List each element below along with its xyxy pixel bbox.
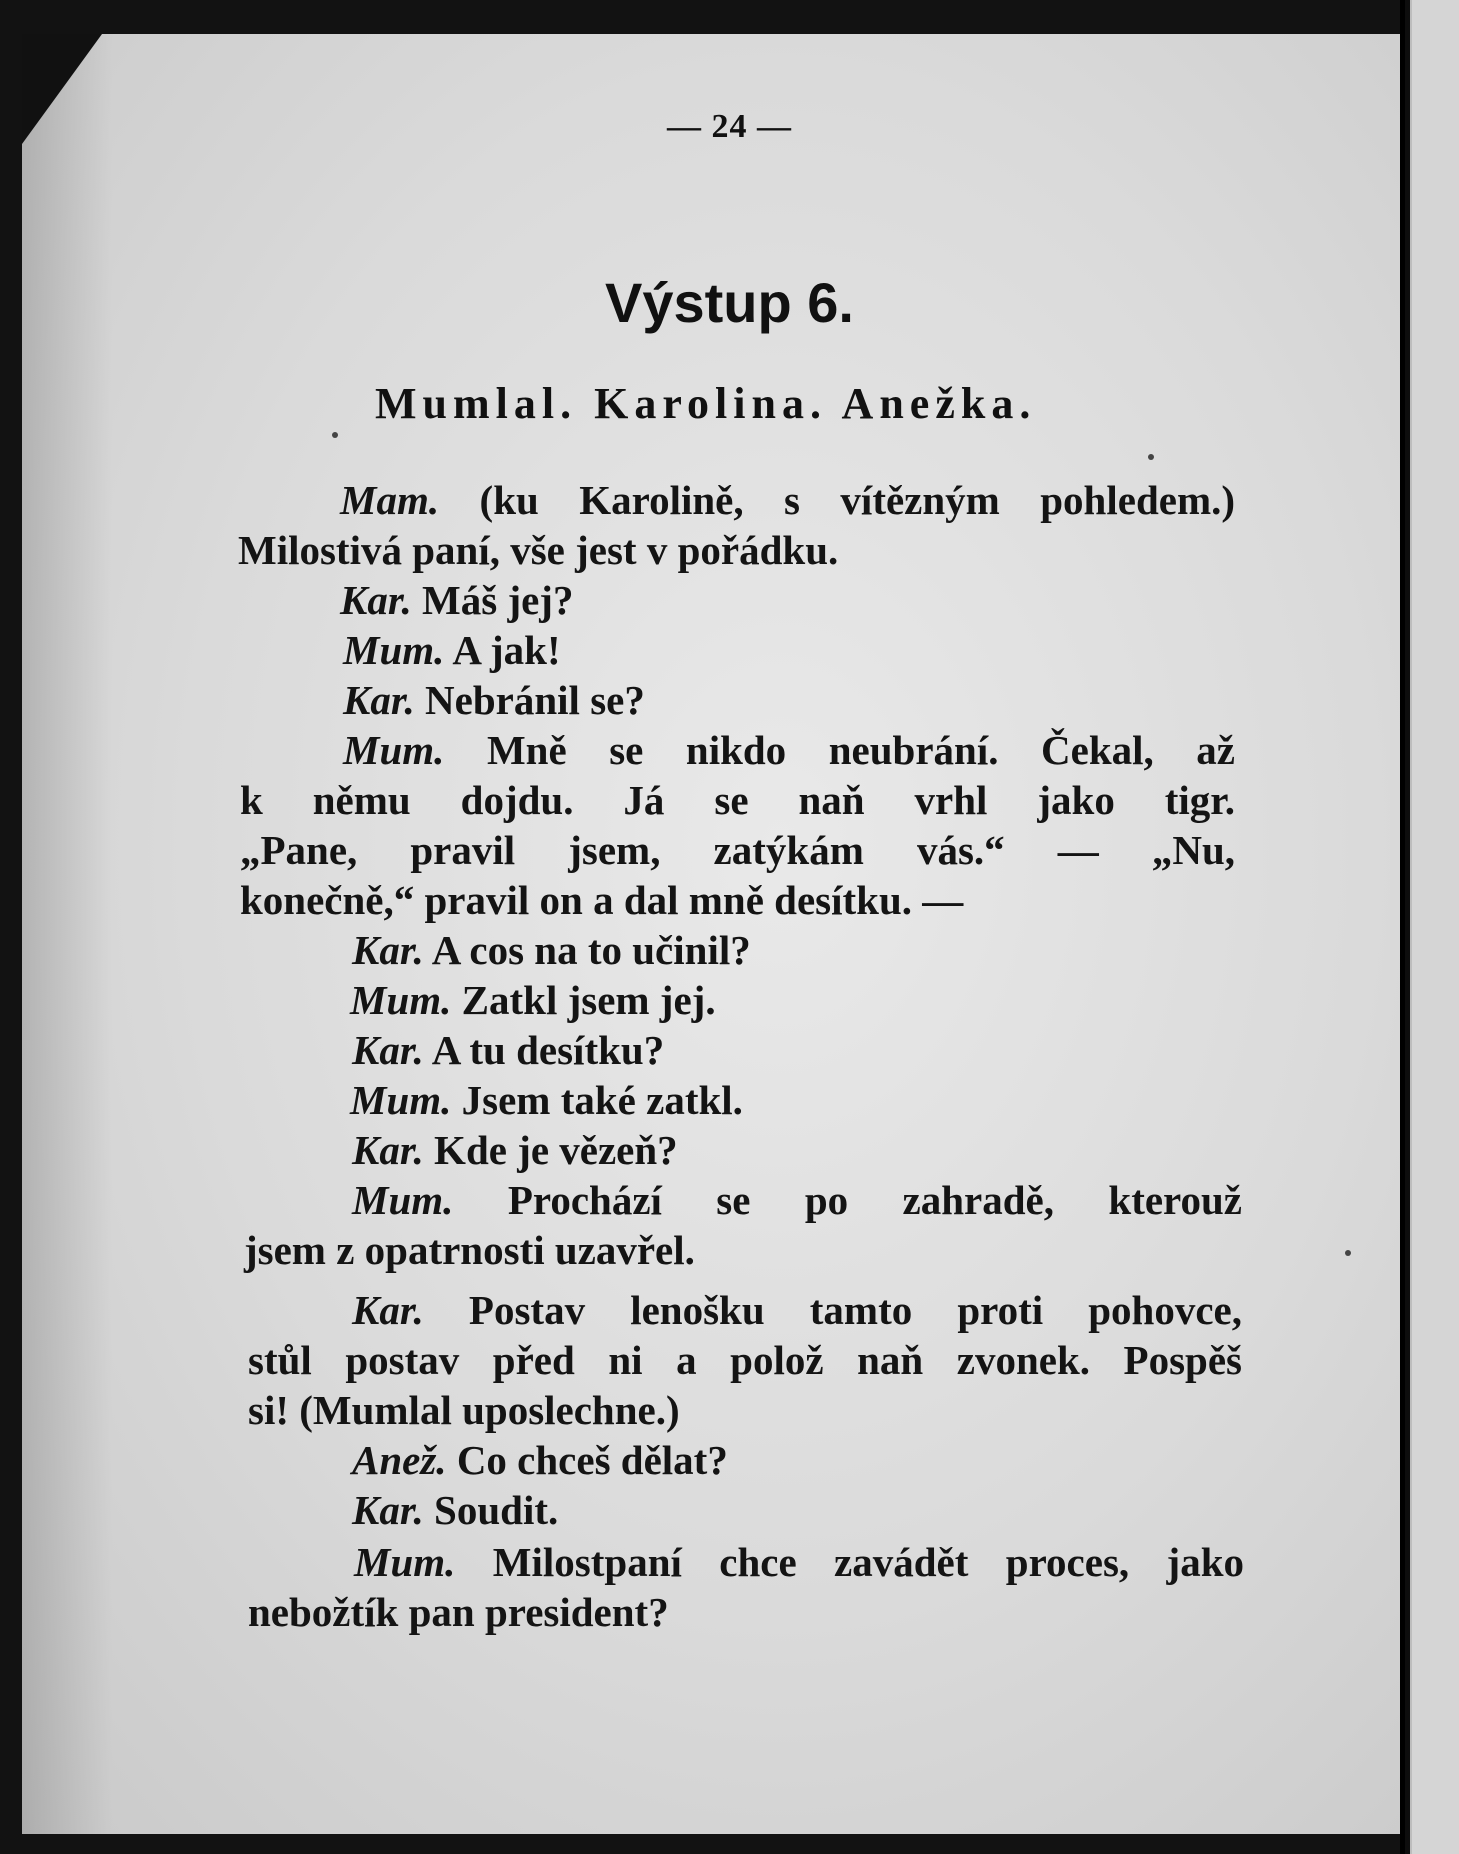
speaker-label: Mum.	[350, 1077, 452, 1123]
line-text: Nebránil se?	[425, 677, 645, 723]
line-text: Kde je vězeň?	[434, 1127, 678, 1173]
speaker-label: Kar.	[352, 1287, 424, 1333]
line-text: Postav lenošku tamto proti pohovce,	[468, 1287, 1243, 1333]
line-text: nebožtík pan president?	[248, 1589, 669, 1635]
line-text: A jak!	[452, 627, 561, 673]
dialogue-line	[352, 1126, 678, 1174]
dialogue-line	[352, 926, 751, 974]
speaker-label: Mam.	[340, 477, 440, 523]
dialogue-line	[340, 476, 1235, 524]
line-text: „Pane, pravil jsem, zatýkám vás.“ — „Nu,	[240, 827, 1235, 873]
dialogue-line	[352, 1176, 1242, 1224]
line-text: Máš jej?	[422, 577, 574, 623]
dialogue-line	[248, 1386, 680, 1434]
dialogue-line	[354, 1538, 1244, 1586]
dialogue-line	[343, 676, 645, 724]
speaker-label: Kar.	[352, 1487, 424, 1533]
speaker-label: Kar.	[352, 1027, 424, 1073]
line-text: A tu desítku?	[431, 1027, 665, 1073]
speaker-label: Mum.	[352, 1177, 454, 1223]
dialogue-line	[248, 1588, 669, 1636]
line-text: konečně,“ pravil on a dal mně desítku. —	[240, 877, 964, 923]
scan-speck	[332, 432, 338, 438]
line-text: Zatkl jsem jej.	[461, 977, 716, 1023]
dialogue-line	[343, 626, 561, 674]
dialogue-line	[240, 776, 1235, 824]
line-text: k němu dojdu. Já se naň vrhl jako tigr.	[240, 777, 1235, 823]
speaker-label: Anež.	[352, 1437, 447, 1483]
speaker-label: Kar.	[340, 577, 412, 623]
cast-list: Mumlal. Karolina. Anežka.	[375, 379, 1037, 428]
speaker-label: Mum.	[343, 727, 445, 773]
speaker-label: Mum.	[350, 977, 452, 1023]
dialogue-line	[352, 1026, 664, 1074]
dialogue-line	[350, 1076, 743, 1124]
dialogue-line	[248, 1336, 1242, 1384]
line-text: A cos na to učinil?	[431, 927, 751, 973]
page-number: — 24 —	[667, 108, 792, 145]
dialogue-line	[240, 826, 1235, 874]
dialogue-line	[352, 1436, 728, 1484]
dialogue-line	[352, 1486, 558, 1534]
line-text: stůl postav před ni a polož naň zvonek. Pospěš	[248, 1337, 1242, 1383]
line-text: jsem z opatrnosti uzavřel.	[244, 1227, 695, 1273]
scan-speck	[1148, 454, 1154, 460]
dialogue-line	[340, 576, 573, 624]
scan-speck	[1345, 1250, 1351, 1256]
line-text: Jsem také zatkl.	[461, 1077, 743, 1123]
dialogue-line	[352, 1286, 1242, 1334]
line-text: Co chceš dělat?	[456, 1437, 728, 1483]
speaker-label: Kar.	[352, 927, 424, 973]
dialogue-line	[244, 1226, 695, 1274]
line-text: si! (Mumlal uposlechne.)	[248, 1387, 680, 1433]
line-text: Mně se nikdo neubrání. Čekal, až	[486, 727, 1236, 773]
dialogue-line	[343, 726, 1235, 774]
line-text: Milostpaní chce zavádět proces, jako	[492, 1539, 1244, 1585]
line-text: Milostivá paní, vše jest v pořádku.	[238, 527, 839, 573]
dialogue-line	[240, 876, 963, 924]
dialogue-line	[350, 976, 716, 1024]
speaker-label: Mum.	[354, 1539, 456, 1585]
line-text: Soudit.	[434, 1487, 559, 1533]
dialogue-line	[238, 526, 838, 574]
line-text: (ku Karolině, s vítězným pohledem.)	[479, 477, 1235, 523]
speaker-label: Kar.	[343, 677, 415, 723]
speaker-label: Mum.	[343, 627, 445, 673]
line-text: Prochází se po zahradě, kterouž	[507, 1177, 1243, 1223]
scene-title: Výstup 6.	[605, 271, 854, 334]
speaker-label: Kar.	[352, 1127, 424, 1173]
